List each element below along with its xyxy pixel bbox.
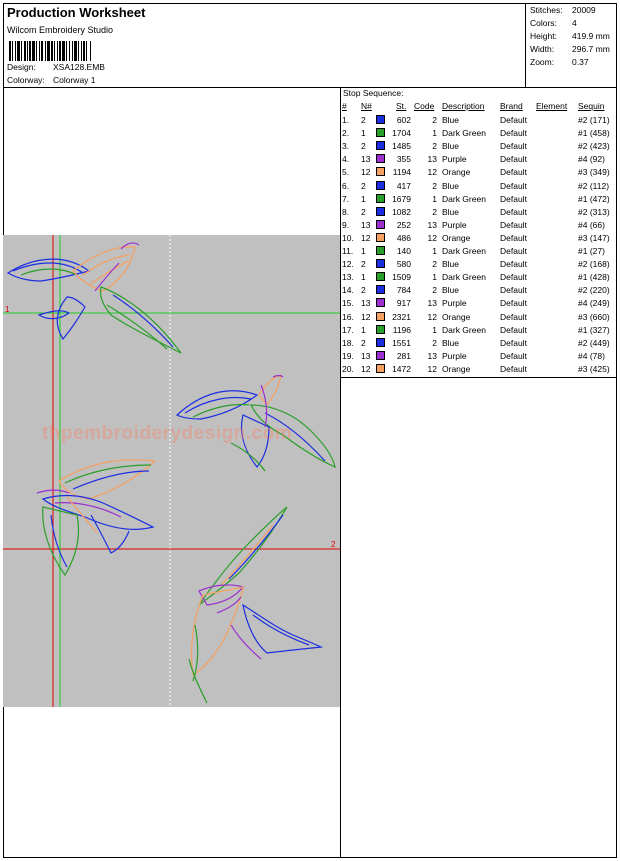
color-swatch: [376, 233, 385, 242]
color-description: Dark Green: [442, 272, 486, 283]
page-title: Production Worksheet: [7, 5, 146, 20]
table-row: [341, 194, 617, 207]
table-row: [341, 233, 617, 246]
needle-number: 12: [361, 232, 371, 243]
color-code: 2: [432, 115, 437, 125]
row-number: 5.: [342, 167, 350, 178]
thread-brand: Default: [500, 180, 527, 191]
color-description: Blue: [442, 259, 460, 270]
stop-sequence-title: Stop Sequence:: [343, 88, 404, 98]
color-description: Purple: [442, 350, 467, 361]
stitch-count: 417: [396, 180, 411, 191]
color-swatch: [376, 128, 385, 137]
sequin-info: #4 (78): [578, 350, 605, 361]
color-description: Blue: [442, 115, 460, 125]
row-number: 7.: [342, 193, 350, 204]
design-preview: [3, 235, 340, 707]
needle-number: 12: [361, 167, 371, 178]
color-code: 1: [432, 324, 437, 335]
color-description: Dark Green: [442, 128, 486, 139]
colorway-row: [7, 75, 96, 85]
row-number: 14.: [342, 285, 354, 296]
sequin-info: #4 (92): [578, 154, 605, 165]
color-swatch: [376, 207, 385, 216]
stitches-row: [530, 5, 596, 15]
sequin-info: #2 (168): [578, 259, 610, 270]
stitch-count: 1194: [392, 167, 411, 178]
thread-brand: Default: [500, 232, 527, 243]
color-code: 12: [427, 232, 437, 243]
needle-number: 12: [361, 311, 371, 322]
color-description: Blue: [442, 141, 460, 152]
stitch-count: 580: [396, 259, 411, 270]
stitch-count: 2321: [392, 311, 411, 322]
col-header-st: St.: [396, 101, 407, 111]
thread-brand: Default: [500, 167, 527, 178]
col-header-description: Description: [442, 101, 485, 111]
stitch-count: 486: [396, 232, 411, 243]
needle-number: 2: [361, 115, 366, 125]
thread-brand: Default: [500, 272, 527, 283]
thread-brand: Default: [500, 154, 527, 165]
row-number: 6.: [342, 180, 350, 191]
needle-number: 13: [361, 219, 371, 230]
thread-brand: Default: [500, 298, 527, 309]
sequin-info: #2 (112): [578, 180, 610, 191]
color-code: 13: [427, 350, 437, 361]
color-swatch: [376, 167, 385, 176]
width-value: 296.7 mm: [572, 44, 610, 54]
color-description: Dark Green: [442, 193, 486, 204]
stitches-label: Stitches:: [530, 5, 563, 15]
watermark: thpembroiderydesign.com: [42, 423, 293, 444]
sequin-info: #1 (458): [578, 128, 610, 139]
color-swatch: [376, 312, 385, 321]
row-number: 2.: [342, 128, 350, 139]
sequin-info: #2 (449): [578, 337, 610, 348]
sequin-info: #1 (428): [578, 272, 610, 283]
sequin-info: #3 (349): [578, 167, 610, 178]
table-row: [341, 285, 617, 298]
row-number: 11.: [342, 246, 354, 256]
company-name: Wilcom Embroidery Studio: [7, 25, 114, 35]
color-description: Blue: [442, 337, 460, 348]
col-header-n: N#: [361, 101, 372, 111]
stitch-count: 1082: [392, 206, 411, 217]
row-number: 16.: [342, 311, 354, 322]
height-row: [530, 31, 610, 41]
row-number: 10.: [342, 232, 354, 243]
thread-brand: Default: [500, 311, 527, 322]
sequin-info: #3 (425): [578, 363, 610, 374]
needle-number: 2: [361, 141, 366, 152]
height-value: 419.9 mm: [572, 31, 610, 41]
design-row: [7, 62, 105, 72]
row-number: 8.: [342, 206, 350, 217]
row-number: 15.: [342, 298, 354, 309]
needle-number: 1: [361, 324, 366, 335]
table-row: [341, 167, 617, 180]
needle-number: 2: [361, 259, 366, 270]
barcode: [9, 41, 137, 61]
color-swatch: [376, 154, 385, 163]
sequin-info: #1 (327): [578, 324, 610, 335]
stitch-count: 140: [396, 246, 411, 256]
table-row: [341, 259, 617, 272]
row-number: 9.: [342, 219, 350, 230]
table-row: [341, 325, 617, 338]
sequin-info: #1 (472): [578, 193, 610, 204]
thread-brand: Default: [500, 350, 527, 361]
bird-1: [8, 243, 181, 353]
color-code: 2: [432, 259, 437, 270]
stitch-count: 1509: [392, 272, 411, 283]
zoom-label: Zoom:: [530, 57, 555, 67]
needle-number: 1: [361, 272, 366, 283]
stats-panel: [525, 3, 617, 87]
thread-brand: Default: [500, 246, 527, 256]
color-code: 13: [427, 154, 437, 165]
table-row: [341, 220, 617, 233]
thread-brand: Default: [500, 337, 527, 348]
table-row: [341, 364, 617, 377]
worksheet-header: [5, 5, 525, 87]
stitch-count: 784: [396, 285, 411, 296]
width-row: [530, 44, 610, 54]
stitch-count: 1485: [392, 141, 411, 152]
table-row: [341, 351, 617, 364]
stop-sequence-panel: [341, 88, 617, 378]
color-swatch: [376, 351, 385, 360]
stitches-value: 20009: [572, 5, 596, 15]
color-code: 12: [427, 311, 437, 322]
color-code: 2: [432, 180, 437, 191]
stitch-count: 1704: [392, 128, 411, 139]
needle-number: 2: [361, 206, 366, 217]
needle-number: 13: [361, 154, 371, 165]
thread-brand: Default: [500, 128, 527, 139]
table-row: [341, 128, 617, 141]
bird-3: [37, 460, 155, 575]
color-swatch: [376, 194, 385, 203]
thread-brand: Default: [500, 363, 527, 374]
table-row: [341, 181, 617, 194]
needle-number: 12: [361, 363, 371, 374]
colors-row: [530, 18, 577, 28]
color-code: 1: [432, 128, 437, 139]
table-row: [341, 115, 617, 128]
needle-number: 2: [361, 285, 366, 296]
color-code: 1: [432, 272, 437, 283]
row-number: 3.: [342, 141, 350, 152]
sequin-info: #2 (423): [578, 141, 610, 152]
stitch-count: 1679: [392, 193, 411, 204]
design-value: XSA128.EMB: [53, 62, 105, 72]
color-description: Purple: [442, 298, 467, 309]
sequin-info: #3 (147): [578, 232, 610, 243]
color-description: Orange: [442, 363, 471, 374]
thread-brand: Default: [500, 206, 527, 217]
color-code: 2: [432, 285, 437, 296]
col-header-element: Element: [536, 101, 568, 111]
table-row: [341, 338, 617, 351]
stitch-count: 1551: [392, 337, 411, 348]
row-number: 4.: [342, 154, 350, 165]
table-row: [341, 246, 617, 259]
row-number: 17.: [342, 324, 354, 335]
color-swatch: [376, 298, 385, 307]
thread-brand: Default: [500, 259, 527, 270]
row-number: 12.: [342, 259, 354, 270]
zoom-value: 0.37: [572, 57, 589, 67]
thread-brand: Default: [500, 141, 527, 152]
color-code: 12: [427, 167, 437, 178]
sequin-info: #4 (66): [578, 219, 605, 230]
needle-number: 13: [361, 298, 371, 309]
needle-number: 13: [361, 350, 371, 361]
color-code: 2: [432, 206, 437, 217]
color-description: Dark Green: [442, 246, 486, 256]
needle-number: 1: [361, 128, 366, 139]
width-label: Width:: [530, 44, 555, 54]
stitch-count: 917: [396, 298, 411, 309]
color-swatch: [376, 141, 385, 150]
thread-brand: Default: [500, 219, 527, 230]
color-swatch: [376, 338, 385, 347]
color-description: Blue: [442, 285, 460, 296]
color-description: Dark Green: [442, 324, 486, 335]
needle-number: 1: [361, 193, 366, 204]
guide-marker-2: 2: [331, 540, 336, 549]
thread-brand: Default: [500, 193, 527, 204]
color-swatch: [376, 220, 385, 229]
col-header-code: Code: [414, 101, 435, 111]
needle-number: 2: [361, 180, 366, 191]
color-description: Orange: [442, 232, 471, 243]
col-header-num: #: [342, 101, 347, 111]
stitch-count: 281: [396, 350, 411, 361]
embroidery-design: [3, 235, 340, 707]
color-description: Purple: [442, 219, 467, 230]
color-swatch: [376, 246, 385, 255]
color-swatch: [376, 325, 385, 334]
colors-label: Colors:: [530, 18, 557, 28]
sequin-info: #2 (220): [578, 285, 610, 296]
thread-brand: Default: [500, 285, 527, 296]
sequin-info: #2 (171): [578, 115, 610, 125]
color-swatch: [376, 272, 385, 281]
row-number: 1.: [342, 115, 350, 125]
guide-marker-1: 1: [5, 305, 10, 314]
table-row: [341, 141, 617, 154]
col-header-sequin: Sequin: [578, 101, 605, 111]
needle-number: 2: [361, 337, 366, 348]
color-swatch: [376, 259, 385, 268]
stitch-count: 355: [396, 154, 411, 165]
sequin-info: #4 (249): [578, 298, 610, 309]
color-swatch: [376, 115, 385, 124]
table-row: [341, 298, 617, 311]
color-code: 12: [427, 363, 437, 374]
color-swatch: [376, 364, 385, 373]
needle-number: 1: [361, 246, 366, 256]
color-swatch: [376, 181, 385, 190]
stitch-count: 1472: [392, 363, 411, 374]
colors-value: 4: [572, 18, 577, 28]
color-description: Orange: [442, 167, 471, 178]
height-label: Height:: [530, 31, 557, 41]
stitch-count: 602: [396, 115, 411, 125]
stitch-count: 1196: [392, 324, 411, 335]
color-description: Orange: [442, 311, 471, 322]
colorway-value: Colorway 1: [53, 75, 96, 85]
color-description: Purple: [442, 154, 467, 165]
thread-brand: Default: [500, 324, 527, 335]
sequin-info: #2 (313): [578, 206, 610, 217]
colorway-label: Colorway:: [7, 75, 45, 85]
color-code: 2: [432, 337, 437, 348]
table-row: [341, 312, 617, 325]
color-code: 1: [432, 246, 437, 256]
color-description: Blue: [442, 180, 460, 191]
color-code: 13: [427, 298, 437, 309]
design-label: Design:: [7, 62, 36, 72]
zoom-row: [530, 57, 589, 67]
thread-brand: Default: [500, 115, 527, 125]
row-number: 19.: [342, 350, 354, 361]
table-row: [341, 207, 617, 220]
sequin-info: #3 (660): [578, 311, 610, 322]
color-code: 2: [432, 141, 437, 152]
table-row: [341, 272, 617, 285]
sequin-info: #1 (27): [578, 246, 605, 256]
row-number: 18.: [342, 337, 354, 348]
stitch-count: 252: [396, 219, 411, 230]
bird-4: [189, 507, 321, 703]
color-description: Blue: [442, 206, 460, 217]
color-swatch: [376, 285, 385, 294]
table-row: [341, 154, 617, 167]
row-number: 13.: [342, 272, 354, 283]
color-code: 13: [427, 219, 437, 230]
color-code: 1: [432, 193, 437, 204]
col-header-brand: Brand: [500, 101, 523, 111]
row-number: 20.: [342, 363, 354, 374]
